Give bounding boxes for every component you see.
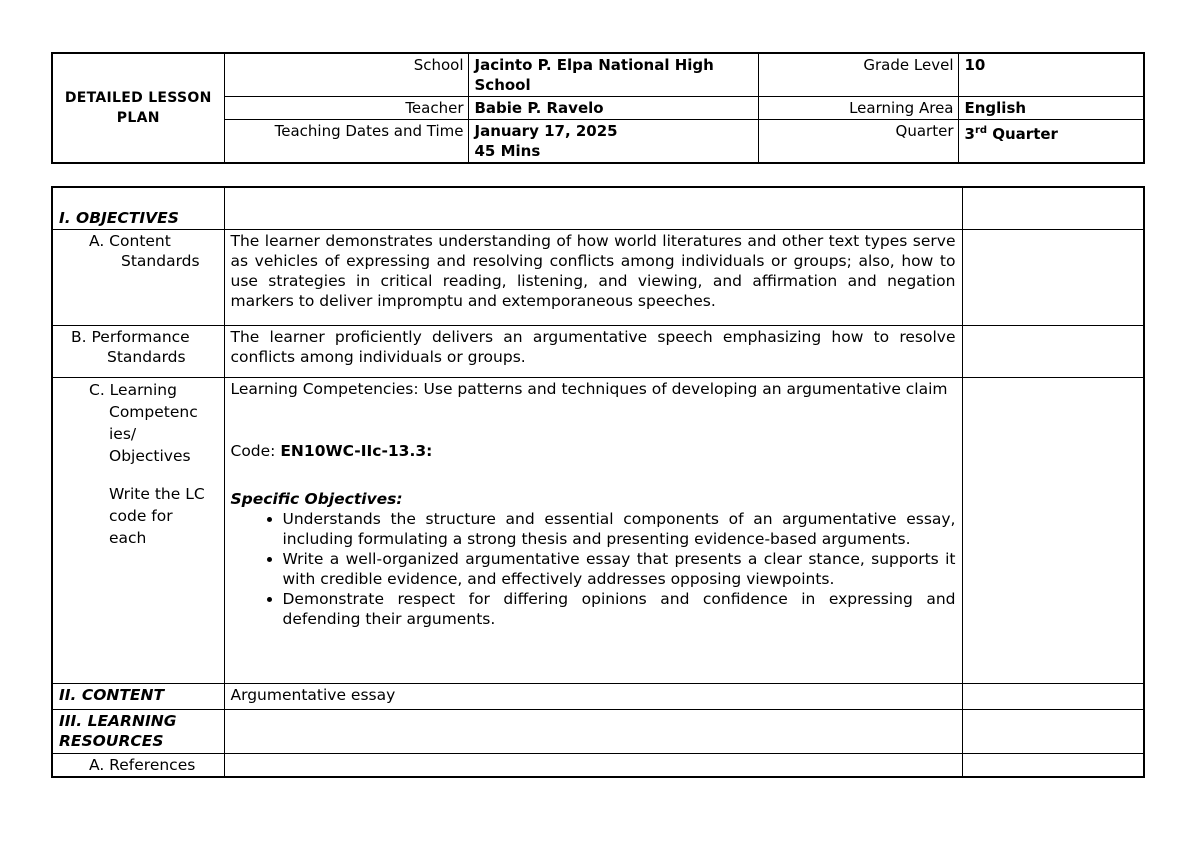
- teaching-dates-value: [468, 120, 758, 164]
- lesson-plan-body: [51, 186, 1145, 778]
- objectives-notes: [962, 187, 1144, 229]
- list-item: • Write a well-organized argumentative essay that presents a clear stance, supports it with credible evidence, and effectively addresses opposing viewpoints.: [283, 549, 956, 589]
- learning-competencies-label: [52, 377, 224, 683]
- performance-standards-label-line1: B. Performance: [71, 327, 190, 346]
- content-standards-label-line2: Standards: [121, 251, 200, 270]
- lc-label-line4: Objectives: [109, 446, 191, 465]
- content-standards-text: The learner demonstrates understanding of how world literatures and other text types serve as vehicles of expressing and resolving conflicts among individuals or groups; also, how to use strategies in critical reading, listening, and viewing, and affirmation and negation markers to deliver impromptu and extemporaneous speeches.: [224, 229, 962, 325]
- performance-standards-label: [52, 325, 224, 377]
- learning-area-label: Learning Area: [758, 97, 958, 120]
- competency-code: [231, 441, 956, 461]
- lc-label-line2: Competenc: [109, 402, 198, 421]
- specific-objectives-heading: Specific Objectives:: [230, 489, 403, 508]
- lc-label-line1: C. Learning: [89, 380, 177, 399]
- competency-text: Learning Competencies: Use patterns and techniques of developing an argumentative claim: [230, 379, 948, 398]
- content-standards-label-line1: A. Content: [89, 231, 171, 250]
- document-title: [52, 53, 224, 163]
- content-value: Argumentative essay: [224, 683, 962, 709]
- quarter-number: 3: [964, 125, 975, 143]
- references-blank: [224, 753, 962, 777]
- grade-level-label: Grade Level: [758, 53, 958, 97]
- lc-label-line3: ies/: [109, 424, 137, 443]
- learning-competencies-content: [224, 377, 962, 683]
- performance-standards-label-line2: Standards: [107, 347, 186, 366]
- references-label: A. References: [52, 753, 224, 777]
- teacher-label: Teacher: [224, 97, 468, 120]
- school-label: School: [224, 53, 468, 97]
- specific-objectives-list: [231, 509, 956, 629]
- quarter-label: Quarter: [758, 120, 958, 164]
- performance-standards-text: The learner proficiently delivers an argumentative speech emphasizing how to resolve conflicts among individuals or groups.: [224, 325, 962, 377]
- learning-competencies-notes: [962, 377, 1144, 683]
- content-standards-label: [52, 229, 224, 325]
- teacher-value: Babie P. Ravelo: [468, 97, 758, 120]
- code-value: EN10WC-IIc-13.3:: [280, 441, 433, 460]
- title-line-1: DETAILED LESSON: [64, 90, 212, 106]
- title-line-2: PLAN: [116, 110, 160, 126]
- teaching-date: January 17, 2025: [474, 122, 618, 140]
- quarter-ordinal: rd: [974, 125, 988, 136]
- learning-resources-heading: [52, 709, 224, 753]
- objectives-blank: [224, 187, 962, 229]
- learning-resources-notes: [962, 709, 1144, 753]
- resources-heading-line1: III. LEARNING: [59, 711, 177, 730]
- list-item: • Understands the structure and essential components of an argumentative essay, including formulating a strong thesis and presenting evidence-based arguments.: [283, 509, 956, 549]
- teaching-dates-label: Teaching Dates and Time: [224, 120, 468, 164]
- learning-area-value: English: [958, 97, 1144, 120]
- code-label: Code:: [230, 441, 281, 460]
- content-heading: II. CONTENT: [52, 683, 224, 709]
- lc-note-line1: Write the LC: [109, 484, 205, 503]
- list-item: • Demonstrate respect for differing opinions and confidence in expressing and defending their arguments.: [283, 589, 956, 629]
- objectives-heading: I. OBJECTIVES: [52, 187, 224, 229]
- quarter-value: [958, 120, 1144, 164]
- lc-note-line3: each: [109, 528, 147, 547]
- content-standards-notes: [962, 229, 1144, 325]
- quarter-word: Quarter: [987, 125, 1058, 143]
- learning-resources-blank: [224, 709, 962, 753]
- grade-level-value: 10: [958, 53, 1144, 97]
- lc-note-line2: code for: [109, 506, 173, 525]
- content-notes: [962, 683, 1144, 709]
- school-value: Jacinto P. Elpa National High School: [468, 53, 758, 97]
- performance-standards-notes: [962, 325, 1144, 377]
- lesson-plan-header: [51, 52, 1145, 164]
- references-notes: [962, 753, 1144, 777]
- teaching-duration: 45 Mins: [474, 142, 541, 160]
- resources-heading-line2: RESOURCES: [59, 731, 164, 750]
